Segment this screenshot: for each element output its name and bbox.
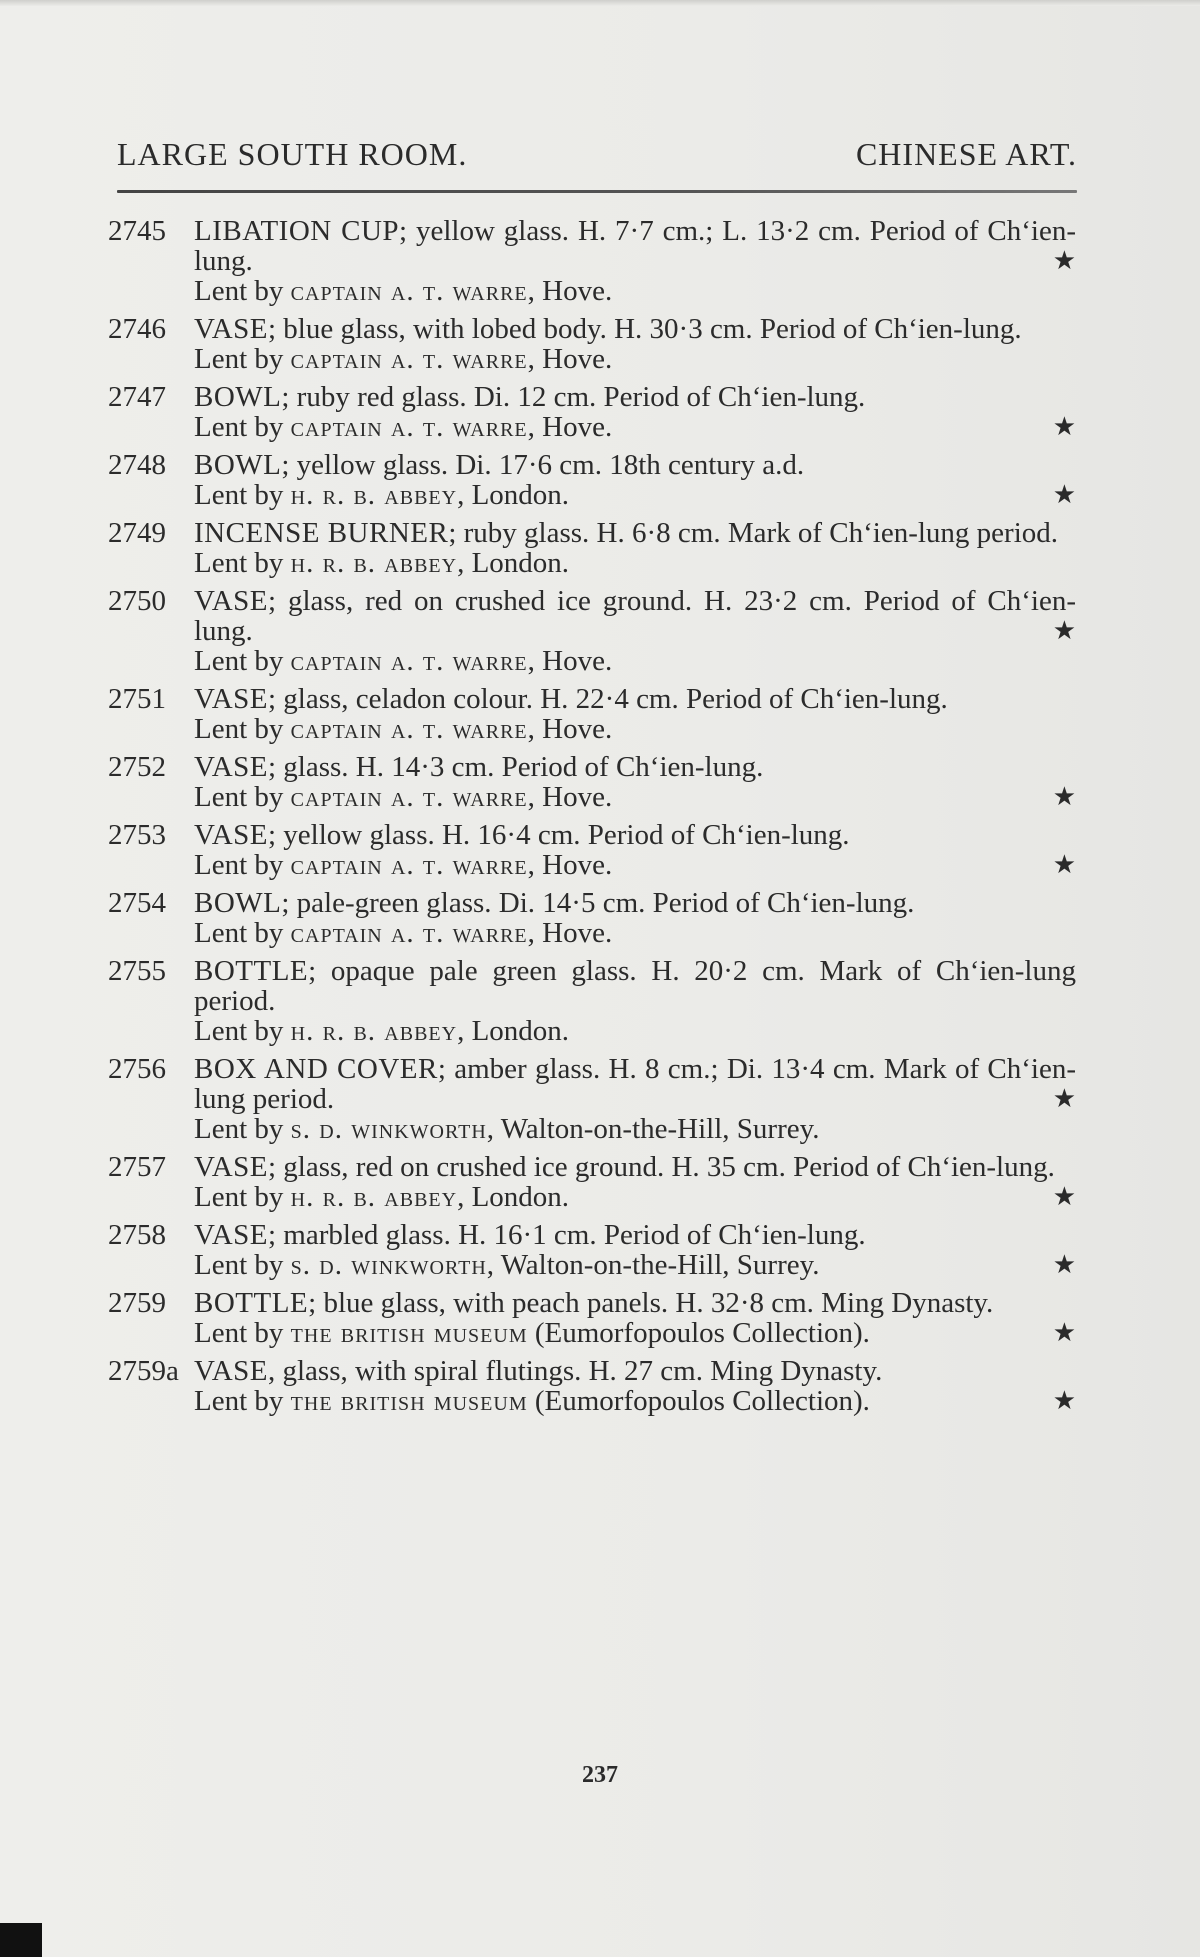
entry-details: ; yellow glass. Di. 17·6 cm. 18th century a.d. (281, 449, 805, 481)
catalogue-entry (108, 518, 1076, 578)
lender-line (194, 480, 1076, 510)
lender-name: captain a. t. warre (290, 343, 528, 375)
lender-location: , Hove. (527, 411, 613, 443)
catalogue-entry (108, 1054, 1076, 1144)
catalogue-entry (108, 216, 1076, 306)
lent-by-label: Lent by (194, 343, 284, 375)
entry-description (194, 752, 1076, 782)
lender-line (194, 782, 1076, 812)
lender-location: , London. (457, 1181, 570, 1213)
entry-description (194, 450, 1076, 480)
lent-by-label: Lent by (194, 1015, 284, 1047)
lender-line (194, 646, 1076, 676)
entry-details: ; ruby red glass. Di. 12 cm. Period of Ch‘ien-lung. (281, 381, 866, 413)
entry-description (194, 1288, 1076, 1318)
lender-name: captain a. t. warre (290, 849, 528, 881)
entry-description (194, 382, 1076, 412)
star-icon: ★ (1052, 246, 1076, 275)
lender-line (194, 412, 1076, 442)
entry-details: ; glass, red on crushed ice ground. H. 35 cm. Period of Ch‘ien-lung. (268, 1151, 1055, 1183)
entry-number: 2745 (108, 215, 166, 247)
entry-details: ; opaque pale green glass. H. 20·2 cm. Mark of Ch‘ien-lung period. (194, 955, 1076, 1017)
running-header (117, 136, 1077, 173)
entry-details: ; amber glass. H. 8 cm.; Di. 13·4 cm. Mark of Ch‘ien-lung period. (194, 1053, 1076, 1115)
lent-by-label: Lent by (194, 411, 284, 443)
lender-location: , Hove. (527, 917, 613, 949)
entry-title: BOWL (194, 887, 282, 919)
entry-description (194, 1054, 1076, 1114)
lender-name: captain a. t. warre (290, 411, 528, 443)
lender-name: s. d. winkworth (290, 1113, 487, 1145)
star-icon: ★ (1052, 1182, 1076, 1211)
lender-name: captain a. t. warre (290, 713, 528, 745)
entry-description (194, 1356, 1076, 1386)
entry-number: 2757 (108, 1151, 166, 1183)
lent-by-label: Lent by (194, 1249, 284, 1281)
lender-name: the british museum (290, 1317, 528, 1349)
lender-line (194, 1386, 1076, 1416)
entry-details: , glass, with spiral flutings. H. 27 cm. Ming Dynasty. (268, 1355, 883, 1387)
entry-title: VASE (194, 313, 268, 345)
catalogue-entry (108, 314, 1076, 374)
entry-description (194, 216, 1076, 276)
lender-name: h. r. b. abbey (290, 479, 458, 511)
lender-location: , Walton-on-the-Hill, Surrey. (486, 1249, 820, 1281)
star-icon: ★ (1052, 480, 1076, 509)
lent-by-label: Lent by (194, 713, 284, 745)
header-left: LARGE SOUTH ROOM. (117, 136, 468, 172)
entry-description (194, 586, 1076, 646)
entry-title: VASE (194, 1355, 268, 1387)
entry-description (194, 314, 1076, 344)
lender-location: , Hove. (527, 781, 613, 813)
star-icon: ★ (1052, 782, 1076, 811)
catalogue-entry (108, 888, 1076, 948)
lender-name: the british museum (290, 1385, 528, 1417)
entry-title: VASE (194, 1151, 268, 1183)
lender-name: s. d. winkworth (290, 1249, 487, 1281)
lender-location: , Hove. (527, 275, 613, 307)
catalogue-entry (108, 956, 1076, 1046)
entry-number: 2754 (108, 887, 166, 919)
entry-title: VASE (194, 819, 268, 851)
lent-by-label: Lent by (194, 479, 284, 511)
lender-location: , Walton-on-the-Hill, Surrey. (486, 1113, 820, 1145)
entry-title: BOTTLE (194, 955, 309, 987)
lender-line (194, 1318, 1076, 1348)
entry-title: VASE (194, 585, 268, 617)
lender-location: , London. (457, 547, 570, 579)
header-right: CHINESE ART. (855, 136, 1077, 172)
entry-title: LIBATION CUP (194, 215, 400, 247)
catalogue-entry (108, 1288, 1076, 1348)
lender-name: h. r. b. abbey (290, 1181, 458, 1213)
entry-details: ; pale-green glass. Di. 14·5 cm. Period of Ch‘ien-lung. (281, 887, 915, 919)
entry-number: 2751 (108, 683, 166, 715)
lender-line (194, 1250, 1076, 1280)
star-icon: ★ (1052, 850, 1076, 879)
catalogue-entry (108, 752, 1076, 812)
lender-name: h. r. b. abbey (290, 1015, 458, 1047)
star-icon: ★ (1052, 616, 1076, 645)
entry-description (194, 1220, 1076, 1250)
lender-line (194, 1016, 1076, 1046)
entry-description (194, 888, 1076, 918)
lender-name: h. r. b. abbey (290, 547, 458, 579)
scan-corner-mark (0, 1923, 42, 1957)
entry-description (194, 518, 1076, 548)
lender-location: , London. (457, 479, 570, 511)
catalogue-entry (108, 382, 1076, 442)
entry-details: ; blue glass, with lobed body. H. 30·3 cm. Period of Ch‘ien-lung. (268, 313, 1022, 345)
entry-details: ; glass. H. 14·3 cm. Period of Ch‘ien-lung. (268, 751, 764, 783)
lent-by-label: Lent by (194, 1113, 284, 1145)
lent-by-label: Lent by (194, 1181, 284, 1213)
lender-location: , Hove. (527, 645, 613, 677)
lender-line (194, 1182, 1076, 1212)
entry-description (194, 820, 1076, 850)
entry-number: 2759 (108, 1287, 166, 1319)
entry-number: 2749 (108, 517, 166, 549)
entry-title: VASE (194, 751, 268, 783)
entry-details: ; glass, celadon colour. H. 22·4 cm. Period of Ch‘ien-lung. (268, 683, 948, 715)
entry-number: 2758 (108, 1219, 166, 1251)
star-icon: ★ (1052, 1250, 1076, 1279)
lender-line (194, 276, 1076, 306)
entry-title: VASE (194, 683, 268, 715)
entry-details: ; yellow glass. H. 16·4 cm. Period of Ch‘ien-lung. (268, 819, 850, 851)
entry-description (194, 956, 1076, 1016)
lent-by-label: Lent by (194, 917, 284, 949)
catalogue-entry (108, 586, 1076, 676)
entry-description (194, 1152, 1076, 1182)
entry-number: 2756 (108, 1053, 166, 1085)
star-icon: ★ (1052, 1318, 1076, 1347)
entry-title: BOWL (194, 381, 282, 413)
lender-line (194, 1114, 1076, 1144)
lender-location: (Eumorfopoulos Collection). (527, 1317, 870, 1349)
lender-name: captain a. t. warre (290, 645, 528, 677)
entry-details: ; blue glass, with peach panels. H. 32·8 cm. Ming Dynasty. (308, 1287, 994, 1319)
entry-number: 2746 (108, 313, 166, 345)
lender-line (194, 918, 1076, 948)
lender-name: captain a. t. warre (290, 917, 528, 949)
catalogue-entry (108, 450, 1076, 510)
lender-line (194, 714, 1076, 744)
entry-title: INCENSE BURNER (194, 517, 449, 549)
entry-number: 2752 (108, 751, 166, 783)
entry-details: ; ruby glass. H. 6·8 cm. Mark of Ch‘ien-lung period. (448, 517, 1059, 549)
entry-number: 2755 (108, 955, 166, 987)
lent-by-label: Lent by (194, 645, 284, 677)
catalogue-entry (108, 1152, 1076, 1212)
lent-by-label: Lent by (194, 781, 284, 813)
star-icon: ★ (1052, 1386, 1076, 1415)
entry-number: 2748 (108, 449, 166, 481)
lent-by-label: Lent by (194, 1317, 284, 1349)
entry-details: ; glass, red on crushed ice ground. H. 23·2 cm. Period of Ch‘ien-lung. (194, 585, 1076, 647)
entry-number: 2753 (108, 819, 166, 851)
entry-list (108, 216, 1076, 1424)
lender-name: captain a. t. warre (290, 781, 528, 813)
lender-location: , London. (457, 1015, 570, 1047)
lent-by-label: Lent by (194, 547, 284, 579)
entry-number: 2759a (108, 1355, 179, 1387)
catalogue-entry (108, 1356, 1076, 1416)
lender-line (194, 548, 1076, 578)
lent-by-label: Lent by (194, 275, 284, 307)
lender-location: , Hove. (527, 343, 613, 375)
entry-title: BOX AND COVER (194, 1053, 438, 1085)
lent-by-label: Lent by (194, 849, 284, 881)
lent-by-label: Lent by (194, 1385, 284, 1417)
page-top-edge (0, 0, 1200, 6)
catalogue-entry (108, 820, 1076, 880)
entry-title: BOTTLE (194, 1287, 309, 1319)
header-rule (117, 190, 1077, 193)
lender-location: , Hove. (527, 849, 613, 881)
lender-line (194, 344, 1076, 374)
entry-details: ; yellow glass. H. 7·7 cm.; L. 13·2 cm. Period of Ch‘ien-lung. (194, 215, 1076, 277)
page-number: 237 (582, 1762, 618, 1788)
entry-number: 2750 (108, 585, 166, 617)
entry-title: BOWL (194, 449, 282, 481)
entry-details: ; marbled glass. H. 16·1 cm. Period of Ch‘ien-lung. (268, 1219, 866, 1251)
entry-number: 2747 (108, 381, 166, 413)
lender-name: captain a. t. warre (290, 275, 528, 307)
entry-description (194, 684, 1076, 714)
entry-title: VASE (194, 1219, 268, 1251)
catalogue-entry (108, 1220, 1076, 1280)
lender-line (194, 850, 1076, 880)
lender-location: (Eumorfopoulos Collection). (527, 1385, 870, 1417)
star-icon: ★ (1052, 1084, 1076, 1113)
star-icon: ★ (1052, 412, 1076, 441)
catalogue-entry (108, 684, 1076, 744)
lender-location: , Hove. (527, 713, 613, 745)
